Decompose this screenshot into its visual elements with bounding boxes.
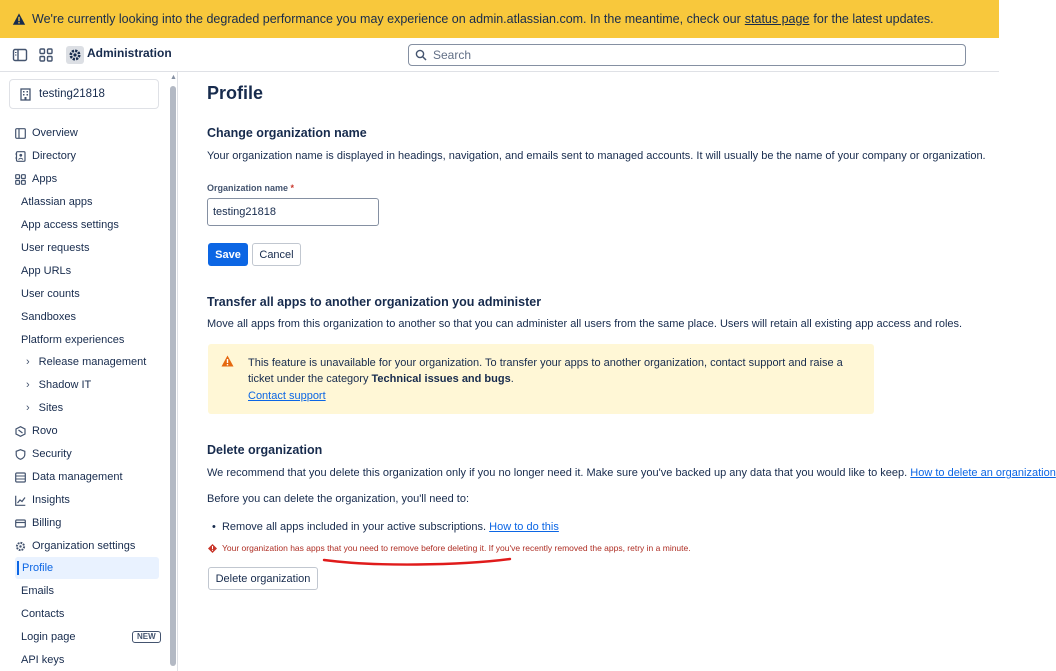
shield-icon <box>15 449 26 460</box>
sidebar-item-label: Overview <box>32 127 78 139</box>
new-badge: NEW <box>132 631 161 643</box>
sidebar-item-profile[interactable] <box>15 557 159 579</box>
sidebar-item-label: API keys <box>21 654 65 666</box>
sidebar-scrollbar[interactable] <box>170 72 177 671</box>
sidebar-item-atlassian-apps[interactable] <box>21 192 93 212</box>
notice-period: . <box>510 373 514 385</box>
sidebar-item-api-keys[interactable] <box>21 650 64 670</box>
sidebar-item-platform-experiences[interactable] <box>21 330 124 350</box>
sidebar-item-overview[interactable] <box>15 123 78 143</box>
building-icon <box>20 88 31 101</box>
warning-icon <box>12 12 26 26</box>
sidebar-item-data-management[interactable] <box>15 467 123 487</box>
sidebar-item-label: Platform experiences <box>21 334 125 346</box>
sidebar-item-label: Atlassian apps <box>21 196 93 208</box>
delete-error-message <box>208 543 691 553</box>
save-button[interactable]: Save <box>208 243 248 266</box>
how-to-delete-link[interactable]: How to delete an organization <box>910 467 1056 479</box>
sidebar-item-app-access-settings[interactable] <box>21 215 119 235</box>
delete-heading: Delete organization <box>207 443 323 457</box>
sidebar-item-label: Sandboxes <box>21 311 77 323</box>
sidebar-item-user-requests[interactable] <box>21 238 89 258</box>
sidebar-item-label: Emails <box>21 585 55 597</box>
degraded-performance-banner <box>0 0 999 38</box>
sidebar-item-label: Security <box>32 448 72 460</box>
delete-description <box>207 467 1056 479</box>
sidebar-item-billing[interactable] <box>15 513 61 533</box>
sidebar-item-directory[interactable] <box>15 146 76 166</box>
org-name-label-text: Organization name <box>207 183 289 193</box>
delete-prereq-item: • Remove all apps included in your active subscriptions. How to do this <box>212 521 559 533</box>
scrollbar-thumb[interactable] <box>170 86 176 666</box>
search-input[interactable] <box>408 44 966 66</box>
banner-text-end: for the latest updates. <box>813 12 934 26</box>
prereq-text: Remove all apps included in your active subscriptions. <box>221 521 487 533</box>
sidebar-item-emails[interactable] <box>21 581 54 601</box>
billing-icon <box>15 518 26 529</box>
sidebar-item-label: Login page <box>21 631 76 643</box>
notice-text-main: This feature is unavailable for your organization. To transfer your apps to another organization, contact support and raise a ticket under the category <box>248 357 843 385</box>
home-icon <box>15 128 26 139</box>
warning-icon <box>221 355 234 367</box>
sidebar-item-label: Apps <box>32 173 58 185</box>
change-name-heading: Change organization name <box>207 126 367 140</box>
sidebar-item-label: Contacts <box>21 608 65 620</box>
sidebar-item-label: Profile <box>22 562 54 574</box>
org-switcher[interactable] <box>9 79 159 109</box>
delete-prereq-intro: Before you can delete the organization, you'll need to: <box>207 493 470 505</box>
app-title: Administration <box>87 46 172 60</box>
change-name-description: Your organization name is displayed in headings, navigation, and emails sent to managed accounts. It will usually be the name of your company or organization. <box>207 150 986 162</box>
error-icon <box>208 544 217 553</box>
page-title: Profile <box>207 83 264 103</box>
scroll-up-icon[interactable]: ▲ <box>170 74 177 81</box>
sidebar-item-label: User requests <box>21 242 90 254</box>
admin-gear-icon <box>66 46 84 64</box>
directory-icon <box>15 151 26 162</box>
sidebar-item-label: Directory <box>32 150 77 162</box>
rovo-icon <box>15 426 26 437</box>
sidebar-item-shadow-it[interactable] <box>26 375 91 395</box>
sidebar-item-label: App URLs <box>21 265 72 277</box>
transfer-heading: Transfer all apps to another organization you administer <box>207 295 542 309</box>
search-icon <box>415 49 427 61</box>
transfer-unavailable-notice <box>208 344 874 414</box>
sidebar-item-organization-settings[interactable] <box>15 536 135 556</box>
sidebar-item-sandboxes[interactable] <box>21 307 76 327</box>
sidebar-item-label: Rovo <box>32 425 58 437</box>
chart-icon <box>15 495 26 506</box>
status-page-link[interactable]: status page <box>744 12 810 26</box>
transfer-description: Move all apps from this organization to another so that you can administer all users from the same place. Users will retain all existing app access and roles. <box>207 318 963 330</box>
apps-icon <box>15 174 26 185</box>
sidebar-item-label: Data management <box>32 471 123 483</box>
sidebar-item-login-page[interactable] <box>21 627 75 647</box>
sidebar-item-rovo[interactable] <box>15 421 58 441</box>
org-name-value: testing21818 <box>213 206 276 218</box>
sidebar-item-label: User counts <box>21 288 80 300</box>
sidebar-item-release-management[interactable] <box>26 352 146 372</box>
chevron-right-icon[interactable]: › <box>26 356 30 368</box>
sidebar-item-contacts[interactable] <box>21 604 64 624</box>
sidebar-item-user-counts[interactable] <box>21 284 80 304</box>
active-indicator <box>17 561 19 575</box>
gear-icon <box>15 541 26 552</box>
sidebar-item-security[interactable] <box>15 444 72 464</box>
sidebar-toggle-icon[interactable] <box>12 47 28 63</box>
how-to-do-this-link[interactable]: How to do this <box>489 521 559 533</box>
sidebar-item-app-urls[interactable] <box>21 261 71 281</box>
notice-text <box>248 355 868 387</box>
notice-category: Technical issues and bugs <box>371 373 511 385</box>
banner-text: We're currently looking into the degraded performance you may experience on admin.atlassian.com. In the meantime, check our <box>32 12 741 26</box>
sidebar-item-apps[interactable] <box>15 169 57 189</box>
red-underline-annotation <box>322 556 514 568</box>
sidebar-item-label: Shadow IT <box>38 379 92 391</box>
sidebar-item-insights[interactable] <box>15 490 70 510</box>
org-name-field[interactable] <box>207 198 379 226</box>
sidebar-item-sites[interactable] <box>26 398 63 418</box>
delete-description-text: We recommend that you delete this organization only if you no longer need it. Make sure you've backed up any data that you would like to keep. <box>207 467 908 479</box>
sidebar-item-label: Sites <box>38 402 64 414</box>
delete-organization-button[interactable]: Delete organization <box>208 567 318 590</box>
org-name: testing21818 <box>39 88 105 100</box>
chevron-right-icon[interactable]: › <box>26 379 30 391</box>
org-name-label <box>207 183 294 193</box>
chevron-right-icon[interactable]: › <box>26 402 30 414</box>
sidebar-item-label: Organization settings <box>32 540 136 552</box>
required-mark: * <box>290 183 295 193</box>
search-placeholder: Search <box>433 48 472 62</box>
sidebar-item-label: Billing <box>32 517 62 529</box>
app-switcher-icon[interactable] <box>38 47 54 63</box>
sidebar-item-label: Insights <box>32 494 70 506</box>
contact-support-link[interactable]: Contact support <box>248 390 326 402</box>
sidebar-item-label: App access settings <box>21 219 119 231</box>
top-navigation <box>0 38 999 72</box>
cancel-button[interactable]: Cancel <box>252 243 301 266</box>
database-icon <box>15 472 26 483</box>
error-text: Your organization has apps that you need to remove before deleting it. If you've recently removed the apps, retry in a minute. <box>222 543 691 553</box>
sidebar-item-label: Release management <box>38 356 147 368</box>
